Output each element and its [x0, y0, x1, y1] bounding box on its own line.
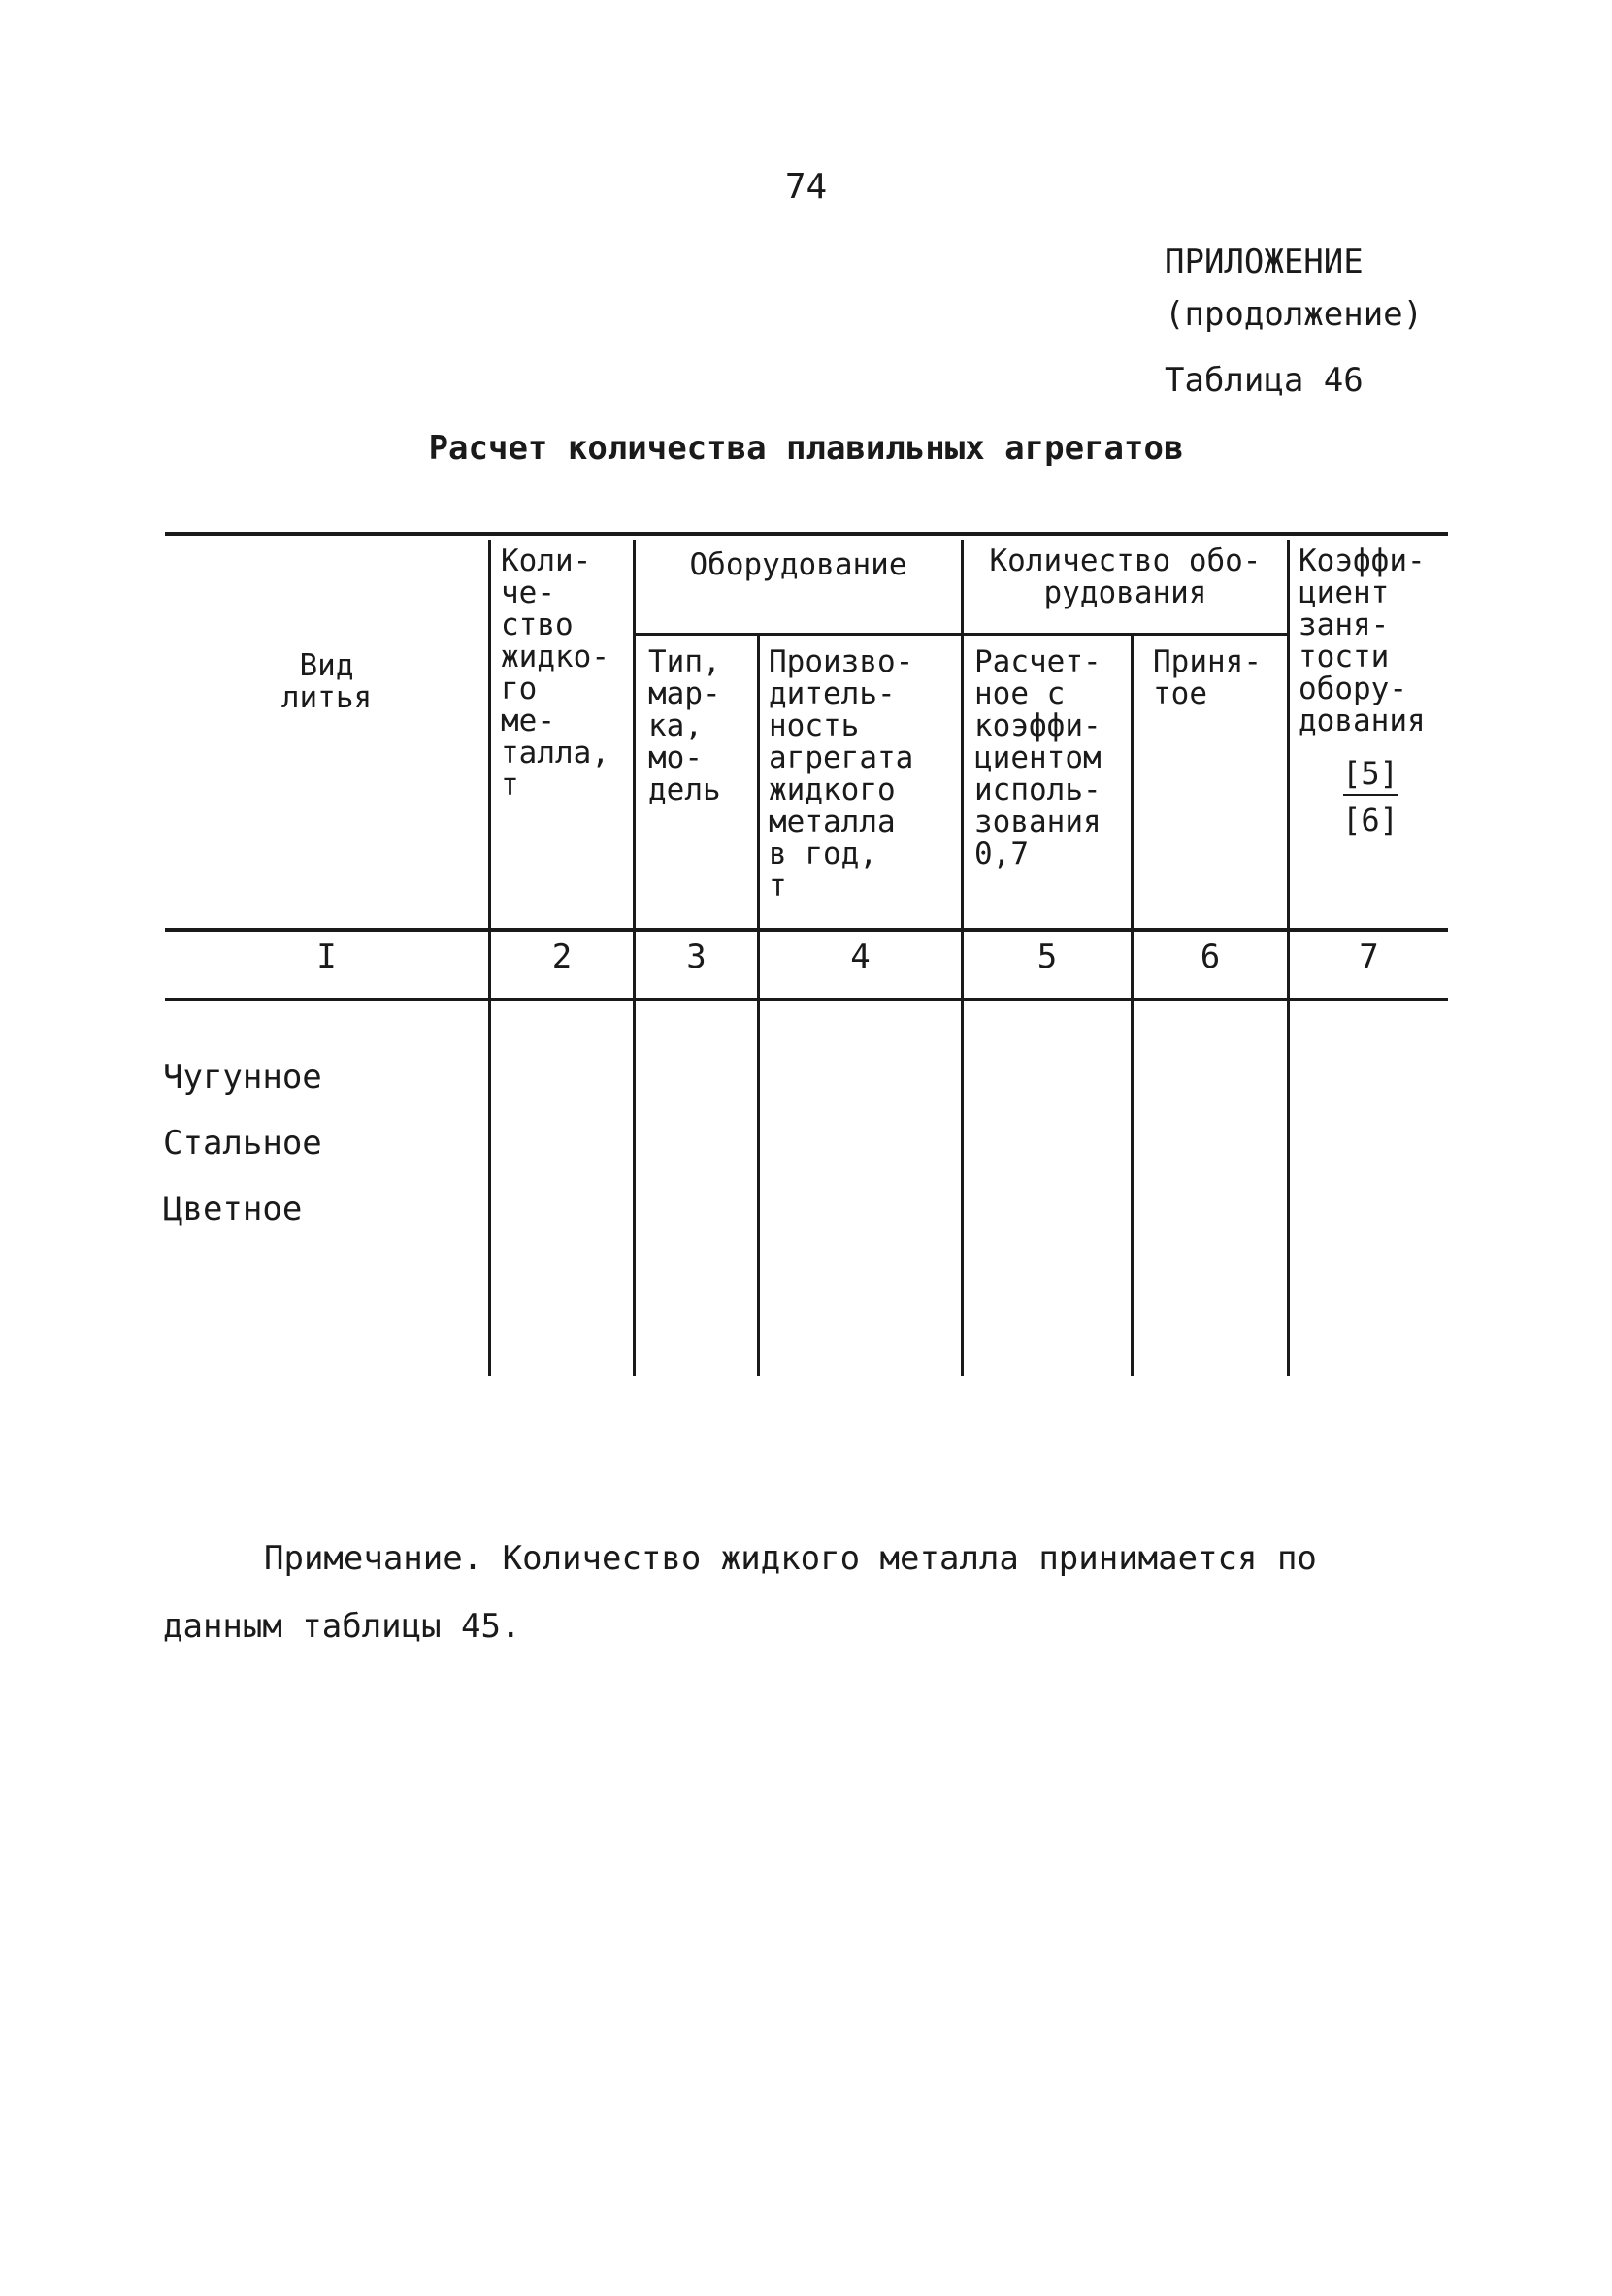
column-number-3: 3 [686, 937, 707, 976]
fraction-bar [1343, 794, 1398, 796]
page-number: 74 [784, 167, 828, 207]
row-label-steel: Стальное [163, 1124, 322, 1163]
note-line-2: данным таблицы 45. [163, 1607, 521, 1646]
fraction-denominator: [6] [1342, 802, 1398, 838]
column-number-2: 2 [551, 937, 573, 976]
col-divider-3 [757, 635, 760, 1376]
header-type-model: Тип, мар- ка, мо- дель [648, 644, 721, 807]
row-label-cast-iron: Чугунное [163, 1058, 322, 1097]
numbers-bottom-rule [165, 998, 1448, 1001]
column-number-1: I [316, 937, 337, 976]
header-productivity: Произво- дитель- ность агрегата жидкого металла в год, т [769, 644, 914, 903]
header-casting-type: Вид литья [280, 648, 373, 715]
header-calculated: Расчет- ное с коэффи- циентом исполь- зования 0,7 [974, 644, 1102, 871]
fraction-numerator: [5] [1342, 755, 1398, 792]
header-bottom-rule [165, 928, 1448, 932]
header-accepted: Приня- тое [1153, 644, 1262, 711]
table-caption: Расчет количества плавильных агрегатов [428, 429, 1184, 468]
header-equipment-group: Оборудование [689, 547, 907, 582]
column-number-6: 6 [1200, 937, 1221, 976]
table-top-rule [165, 532, 1448, 536]
column-number-5: 5 [1036, 937, 1058, 976]
appendix-subtitle: (продолжение) [1165, 295, 1424, 334]
row-label-nonferrous: Цветное [163, 1190, 303, 1229]
column-number-7: 7 [1359, 937, 1379, 976]
column-number-4: 4 [850, 937, 871, 976]
header-utilization-coefficient: Коэффи- циент заня- тости обору- дования [1299, 543, 1426, 738]
note-line-1: Примечание. Количество жидкого металла принимается по [264, 1539, 1317, 1578]
header-metal-quantity: Коли- че- ство жидко- го ме- талла, т [501, 543, 609, 803]
header-equipment-quantity-group: Количество обо- рудования [989, 543, 1262, 610]
col-divider-5 [1131, 635, 1134, 1376]
appendix-title: ПРИЛОЖЕНИЕ [1165, 243, 1364, 281]
table-number: Таблица 46 [1165, 361, 1364, 400]
